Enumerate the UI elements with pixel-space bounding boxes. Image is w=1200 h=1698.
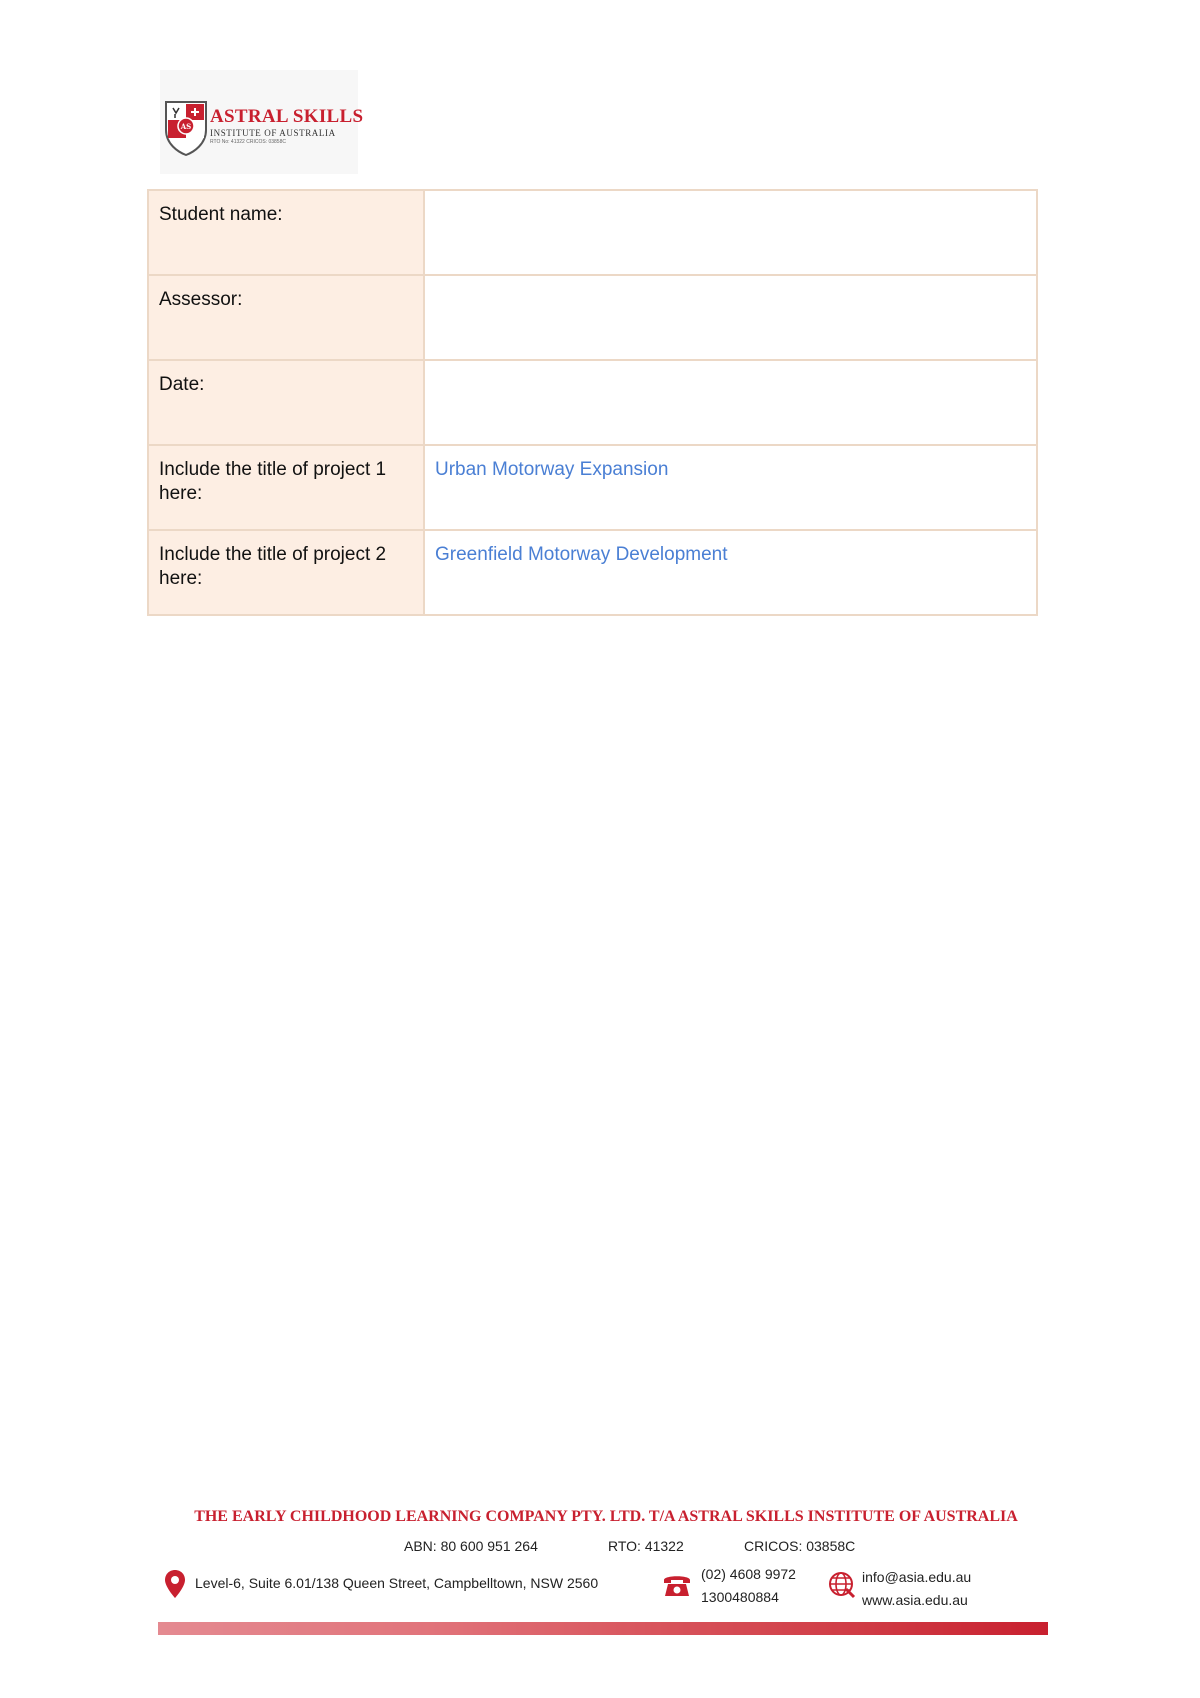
- footer-abn: ABN: 80 600 951 264: [404, 1538, 538, 1554]
- footer-email-link[interactable]: info@asia.edu.au: [862, 1569, 972, 1585]
- svg-text:AS: AS: [180, 122, 192, 131]
- table-row: [148, 445, 1037, 530]
- assessor-field[interactable]: [424, 275, 1037, 360]
- date-field[interactable]: [424, 360, 1037, 445]
- footer-address: Level-6, Suite 6.01/138 Queen Street, Campbelltown, NSW 2560: [195, 1575, 599, 1591]
- footer-color-bar: [158, 1622, 1048, 1635]
- student-name-field[interactable]: [424, 190, 1037, 275]
- project-1-title-field[interactable]: Urban Motorway Expansion: [424, 445, 1037, 530]
- shield-crest-icon: [164, 100, 208, 156]
- institute-logo: [160, 70, 364, 174]
- student-details-table: [147, 189, 1038, 616]
- table-row: [148, 530, 1037, 615]
- footer-cricos: CRICOS: 03858C: [744, 1538, 856, 1554]
- student-name-label: Student name:: [148, 190, 424, 275]
- table-row: [148, 360, 1037, 445]
- footer-phone-1: (02) 4608 9972: [701, 1566, 796, 1582]
- footer-rto: RTO: 41322: [608, 1538, 684, 1554]
- table-row: [148, 275, 1037, 360]
- logo-fine-print: RTO No: 41322 CRICOS: 03858C: [210, 139, 286, 145]
- project-1-title-label: Include the title of project 1 here:: [148, 445, 424, 530]
- assessor-label: Assessor:: [148, 275, 424, 360]
- project-2-title-field[interactable]: Greenfield Motorway Development: [424, 530, 1037, 615]
- footer-website-link[interactable]: www.asia.edu.au: [862, 1592, 968, 1608]
- footer-company-name: THE EARLY CHILDHOOD LEARNING COMPANY PTY. LTD. T/A ASTRAL SKILLS INSTITUTE OF AUSTRALIA: [194, 1508, 1018, 1525]
- footer-phone-2: 1300480884: [701, 1589, 779, 1605]
- logo-subtitle-text: INSTITUTE OF AUSTRALIA: [210, 128, 336, 138]
- table-row: [148, 190, 1037, 275]
- location-pin-icon: [164, 1569, 186, 1599]
- globe-icon: [828, 1571, 856, 1599]
- date-label: Date:: [148, 360, 424, 445]
- logo-brand-text: ASTRAL SKILLS: [210, 106, 364, 127]
- telephone-icon: [662, 1572, 692, 1598]
- project-2-title-label: Include the title of project 2 here:: [148, 530, 424, 615]
